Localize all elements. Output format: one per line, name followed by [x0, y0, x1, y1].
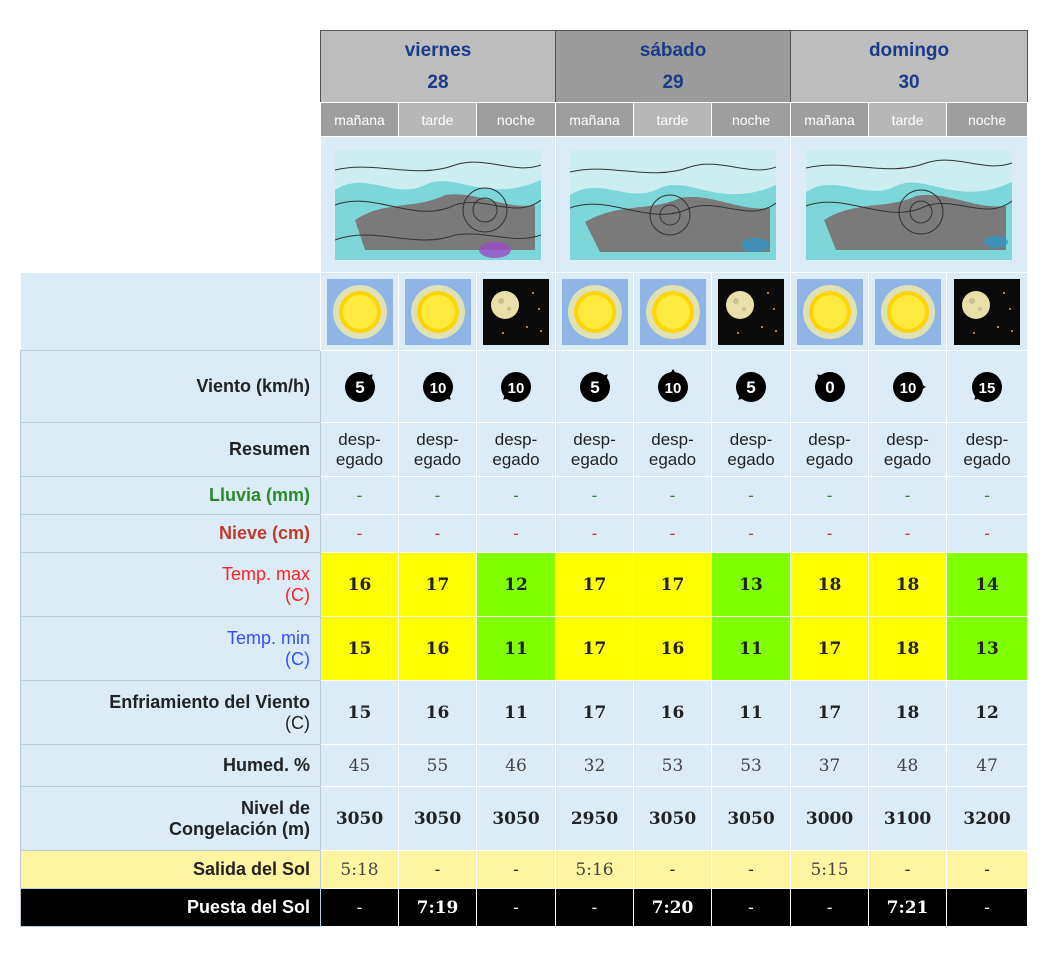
wind-cell [634, 351, 712, 423]
wind-chill-cell: 16 [399, 681, 477, 745]
wind-chill-cell: 16 [634, 681, 712, 745]
weather-icon-cell [321, 273, 399, 351]
moon-icon [718, 279, 784, 345]
wind-speed: 10 [899, 379, 916, 397]
summary-row [21, 423, 1028, 477]
period-label: mañana [321, 103, 399, 137]
snow-cell: - [321, 515, 399, 553]
sunset-cell: - [712, 889, 791, 927]
temp-max-cell: 16 [321, 553, 399, 617]
day-name: viernes [404, 39, 472, 61]
forecast-table [20, 30, 1028, 927]
sunrise-cell: - [869, 851, 947, 889]
wind-cell [321, 351, 399, 423]
humidity-label: Humed. % [21, 745, 321, 787]
summary-cell: desp- egado [634, 423, 712, 477]
weather-icon-cell [477, 273, 556, 351]
wind-speed: 5 [589, 377, 600, 397]
humidity-cell: 53 [712, 745, 791, 787]
sunrise-cell: - [634, 851, 712, 889]
sun-icon [327, 279, 393, 345]
temp-min-cell: 15 [321, 617, 399, 681]
day-header-friday [321, 31, 556, 103]
day-name: domingo [868, 39, 950, 61]
wind-badge-icon [965, 365, 1009, 409]
sunset-label: Puesta del Sol [21, 889, 321, 927]
sunset-cell: 7:21 [869, 889, 947, 927]
wind-badge-icon [416, 365, 460, 409]
day-header-row [21, 31, 1028, 103]
wind-label: Viento (km/h) [21, 351, 321, 423]
sunset-cell: - [947, 889, 1028, 927]
humidity-cell: 53 [634, 745, 712, 787]
rain-cell: - [477, 477, 556, 515]
snow-cell: - [477, 515, 556, 553]
summary-cell: desp- egado [556, 423, 634, 477]
summary-cell: desp- egado [321, 423, 399, 477]
wind-chill-cell: 18 [869, 681, 947, 745]
period-label: noche [947, 103, 1028, 137]
temp-max-cell: 18 [791, 553, 869, 617]
temp-min-cell: 17 [556, 617, 634, 681]
snow-row [21, 515, 1028, 553]
freezing-level-cell: 3200 [947, 787, 1028, 851]
snow-cell: - [947, 515, 1028, 553]
rain-cell: - [321, 477, 399, 515]
freezing-level-cell: 3000 [791, 787, 869, 851]
summary-cell: desp- egado [947, 423, 1028, 477]
wind-cell [477, 351, 556, 423]
freezing-level-cell: 3100 [869, 787, 947, 851]
freezing-level-cell: 3050 [712, 787, 791, 851]
sunrise-cell: - [712, 851, 791, 889]
day-header-sunday [791, 31, 1028, 103]
wind-chill-label: Enfriamiento del Viento (C) [21, 681, 321, 745]
humidity-cell: 46 [477, 745, 556, 787]
temp-max-cell: 12 [477, 553, 556, 617]
sun-icon [797, 279, 863, 345]
rain-cell: - [399, 477, 477, 515]
wind-cell [556, 351, 634, 423]
freezing-level-cell: 3050 [634, 787, 712, 851]
freezing-level-cell: 3050 [321, 787, 399, 851]
summary-cell: desp- egado [712, 423, 791, 477]
temp-min-cell: 17 [791, 617, 869, 681]
sunrise-row [21, 851, 1028, 889]
sunrise-cell: - [947, 851, 1028, 889]
period-label: tarde [634, 103, 712, 137]
temp-min-cell: 18 [869, 617, 947, 681]
snow-cell: - [869, 515, 947, 553]
snow-cell: - [399, 515, 477, 553]
snow-cell: - [712, 515, 791, 553]
temp-max-cell: 17 [634, 553, 712, 617]
snow-cell: - [791, 515, 869, 553]
sunset-cell: 7:20 [634, 889, 712, 927]
sunset-row [21, 889, 1028, 927]
wind-cell [399, 351, 477, 423]
weather-icon-cell [556, 273, 634, 351]
wind-badge-icon [729, 365, 773, 409]
wind-speed: 10 [507, 379, 525, 397]
snow-cell: - [556, 515, 634, 553]
wind-chill-cell: 12 [947, 681, 1028, 745]
day-date: 28 [427, 71, 449, 93]
moon-icon [954, 279, 1020, 345]
moon-icon [483, 279, 549, 345]
wind-speed: 5 [354, 377, 365, 397]
temp-max-cell: 18 [869, 553, 947, 617]
weather-map-friday[interactable] [321, 137, 556, 273]
weather-map-saturday[interactable] [556, 137, 791, 273]
humidity-cell: 37 [791, 745, 869, 787]
sunset-cell: - [321, 889, 399, 927]
humidity-cell: 32 [556, 745, 634, 787]
summary-label: Resumen [21, 423, 321, 477]
humidity-cell: 55 [399, 745, 477, 787]
sun-icon [405, 279, 471, 345]
period-label: mañana [556, 103, 634, 137]
temp-max-row [21, 553, 1028, 617]
period-row [21, 103, 1028, 137]
wind-cell [869, 351, 947, 423]
rain-cell: - [556, 477, 634, 515]
temp-max-cell: 13 [712, 553, 791, 617]
rain-row [21, 477, 1028, 515]
temp-max-cell: 17 [399, 553, 477, 617]
period-label: noche [477, 103, 556, 137]
wind-badge-icon [338, 365, 382, 409]
wind-speed: 0 [824, 377, 835, 397]
temp-min-cell: 16 [634, 617, 712, 681]
wind-row [21, 351, 1028, 423]
temp-min-label: Temp. min (C) [21, 617, 321, 681]
sun-icon [562, 279, 628, 345]
period-label: tarde [399, 103, 477, 137]
freezing-level-cell: 3050 [399, 787, 477, 851]
rain-cell: - [947, 477, 1028, 515]
weather-icon-cell [712, 273, 791, 351]
weather-icon-cell [634, 273, 712, 351]
wind-badge-icon [808, 365, 852, 409]
rain-cell: - [634, 477, 712, 515]
period-label: noche [712, 103, 791, 137]
weather-icon-cell [947, 273, 1028, 351]
wind-cell [791, 351, 869, 423]
summary-cell: desp- egado [869, 423, 947, 477]
weather-map-image [570, 150, 776, 260]
period-label: tarde [869, 103, 947, 137]
humidity-cell: 47 [947, 745, 1028, 787]
rain-cell: - [869, 477, 947, 515]
sunrise-cell: 5:16 [556, 851, 634, 889]
period-label: mañana [791, 103, 869, 137]
rain-cell: - [712, 477, 791, 515]
summary-cell: desp- egado [791, 423, 869, 477]
weather-map-sunday[interactable] [791, 137, 1028, 273]
wind-badge-icon [573, 365, 617, 409]
temp-max-cell: 14 [947, 553, 1028, 617]
weather-icon-cell [399, 273, 477, 351]
sunset-cell: - [477, 889, 556, 927]
corner-blank [21, 31, 321, 103]
weather-icon-cell [869, 273, 947, 351]
map-row [21, 137, 1028, 273]
freezing-level-cell: 2950 [556, 787, 634, 851]
sunrise-cell: 5:15 [791, 851, 869, 889]
temp-min-cell: 13 [947, 617, 1028, 681]
wind-badge-icon [886, 365, 930, 409]
temp-min-row [21, 617, 1028, 681]
temp-max-label: Temp. max (C) [21, 553, 321, 617]
rain-label: Lluvia (mm) [21, 477, 321, 515]
sunrise-cell: 5:18 [321, 851, 399, 889]
humidity-cell: 45 [321, 745, 399, 787]
wind-speed: 15 [978, 379, 996, 397]
wind-chill-cell: 11 [712, 681, 791, 745]
snow-label: Nieve (cm) [21, 515, 321, 553]
wind-badge-icon [494, 365, 538, 409]
day-date: 29 [662, 71, 684, 93]
temp-min-cell: 11 [712, 617, 791, 681]
wind-cell [947, 351, 1028, 423]
humidity-cell: 48 [869, 745, 947, 787]
wind-cell [712, 351, 791, 423]
freezing-level-cell: 3050 [477, 787, 556, 851]
wind-chill-cell: 17 [556, 681, 634, 745]
sunset-cell: 7:19 [399, 889, 477, 927]
sunset-cell: - [556, 889, 634, 927]
wind-badge-icon [651, 365, 695, 409]
sun-icon [875, 279, 941, 345]
sunrise-cell: - [399, 851, 477, 889]
rain-cell: - [791, 477, 869, 515]
wind-speed: 10 [429, 379, 446, 397]
wind-speed: 5 [746, 377, 756, 397]
wind-speed: 10 [664, 379, 681, 397]
weather-icon-cell [791, 273, 869, 351]
summary-cell: desp- egado [399, 423, 477, 477]
icon-row [21, 273, 1028, 351]
wind-chill-row [21, 681, 1028, 745]
temp-min-cell: 16 [399, 617, 477, 681]
summary-cell: desp- egado [477, 423, 556, 477]
wind-chill-cell: 15 [321, 681, 399, 745]
weather-map-image [335, 150, 541, 260]
day-date: 30 [898, 71, 920, 93]
sun-icon [640, 279, 706, 345]
day-header-saturday [556, 31, 791, 103]
sunset-cell: - [791, 889, 869, 927]
sunrise-cell: - [477, 851, 556, 889]
temp-min-cell: 11 [477, 617, 556, 681]
weather-map-image [806, 150, 1012, 260]
day-name: sábado [639, 39, 707, 61]
sunrise-label: Salida del Sol [21, 851, 321, 889]
wind-chill-cell: 11 [477, 681, 556, 745]
freezing-level-label: Nivel de Congelación (m) [21, 787, 321, 851]
wind-chill-cell: 17 [791, 681, 869, 745]
snow-cell: - [634, 515, 712, 553]
humidity-row [21, 745, 1028, 787]
freezing-level-row [21, 787, 1028, 851]
temp-max-cell: 17 [556, 553, 634, 617]
